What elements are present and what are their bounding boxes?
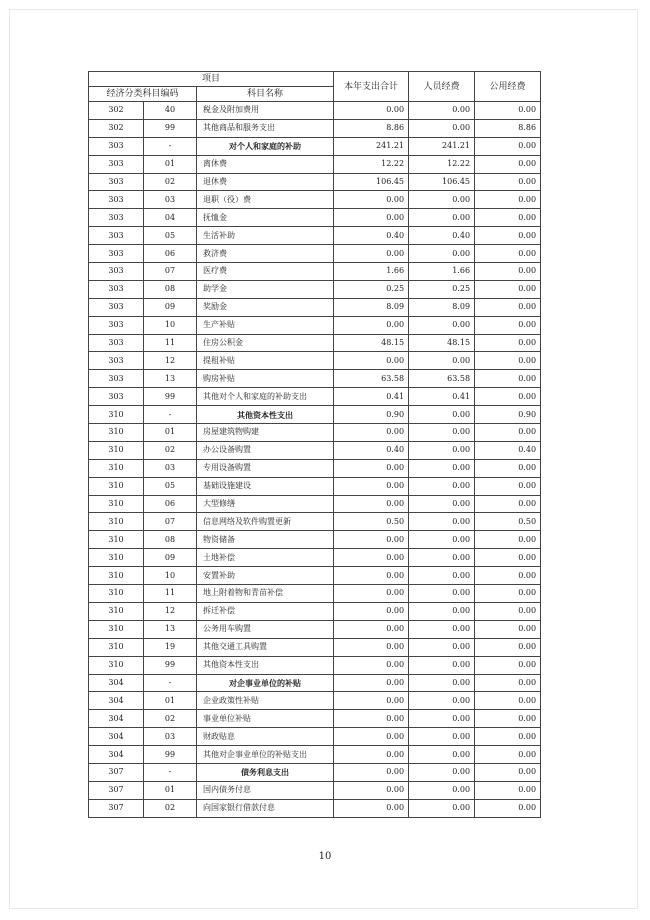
- table-row: [89, 406, 541, 424]
- category-code-cell: 307: [89, 763, 144, 781]
- personnel-cell: 0.00: [409, 441, 475, 459]
- personnel-cell: 0.00: [409, 424, 475, 442]
- subject-name-cell: 财政贴息: [197, 728, 334, 746]
- table-row: [89, 102, 541, 120]
- personnel-cell: 0.00: [409, 799, 475, 817]
- item-code-cell: 02: [144, 710, 197, 728]
- personnel-cell: 0.00: [409, 245, 475, 263]
- subject-name-cell: 其他资本性支出: [197, 656, 334, 674]
- total-cell: 0.00: [334, 352, 409, 370]
- item-code-cell: 08: [144, 280, 197, 298]
- table-row: [89, 602, 541, 620]
- category-code-cell: 303: [89, 155, 144, 173]
- table-row: [89, 424, 541, 442]
- category-code-cell: 303: [89, 298, 144, 316]
- subject-name-cell: 对个人和家庭的补助: [197, 137, 334, 155]
- expenditure-table: [88, 71, 541, 818]
- public-cell: 0.00: [475, 388, 541, 406]
- item-code-cell: 01: [144, 692, 197, 710]
- public-cell: 0.00: [475, 585, 541, 603]
- category-code-cell: 303: [89, 227, 144, 245]
- table-row: [89, 477, 541, 495]
- public-cell: 0.00: [475, 728, 541, 746]
- table-row: [89, 137, 541, 155]
- subject-name-cell: 其他商品和服务支出: [197, 119, 334, 137]
- total-cell: 0.00: [334, 191, 409, 209]
- personnel-cell: 0.00: [409, 513, 475, 531]
- subject-name-cell: 办公设备购置: [197, 441, 334, 459]
- total-cell: 0.00: [334, 531, 409, 549]
- table-row: [89, 638, 541, 656]
- item-code-cell: -: [144, 674, 197, 692]
- table-row: [89, 245, 541, 263]
- total-cell: 241.21: [334, 137, 409, 155]
- table-row: [89, 549, 541, 567]
- total-cell: 1.66: [334, 263, 409, 281]
- public-cell: 0.00: [475, 799, 541, 817]
- table-row: [89, 513, 541, 531]
- category-code-cell: 303: [89, 352, 144, 370]
- item-code-cell: 19: [144, 638, 197, 656]
- public-cell: 0.00: [475, 298, 541, 316]
- total-cell: 0.00: [334, 674, 409, 692]
- table-row: [89, 263, 541, 281]
- subject-name-cell: 奖励金: [197, 298, 334, 316]
- public-cell: 0.00: [475, 710, 541, 728]
- category-code-cell: 302: [89, 102, 144, 120]
- public-cell: 0.00: [475, 495, 541, 513]
- personnel-cell: 0.00: [409, 620, 475, 638]
- item-code-cell: 11: [144, 334, 197, 352]
- category-code-cell: 310: [89, 441, 144, 459]
- item-code-cell: 05: [144, 227, 197, 245]
- total-cell: 0.00: [334, 567, 409, 585]
- public-cell: 0.00: [475, 459, 541, 477]
- total-cell: 0.00: [334, 102, 409, 120]
- public-cell: 0.00: [475, 763, 541, 781]
- category-code-cell: 302: [89, 119, 144, 137]
- total-cell: 0.00: [334, 459, 409, 477]
- total-cell: 0.00: [334, 656, 409, 674]
- category-code-cell: 304: [89, 710, 144, 728]
- personnel-cell: 0.00: [409, 406, 475, 424]
- total-cell: 0.00: [334, 781, 409, 799]
- personnel-cell: 1.66: [409, 263, 475, 281]
- total-cell: 48.15: [334, 334, 409, 352]
- subject-name-cell: 房屋建筑物购建: [197, 424, 334, 442]
- total-cell: 0.00: [334, 477, 409, 495]
- personnel-cell: 0.00: [409, 763, 475, 781]
- table-row: [89, 799, 541, 817]
- table-row: [89, 495, 541, 513]
- item-code-cell: 99: [144, 388, 197, 406]
- item-code-cell: 07: [144, 513, 197, 531]
- personnel-cell: 0.00: [409, 746, 475, 764]
- public-cell: 0.00: [475, 352, 541, 370]
- personnel-cell: 0.00: [409, 316, 475, 334]
- personnel-cell: 0.00: [409, 567, 475, 585]
- personnel-cell: 0.00: [409, 191, 475, 209]
- table-row: [89, 710, 541, 728]
- item-code-cell: 10: [144, 316, 197, 334]
- category-code-cell: 310: [89, 513, 144, 531]
- table-body: [89, 102, 541, 818]
- category-code-cell: 304: [89, 728, 144, 746]
- table-row: [89, 441, 541, 459]
- subject-name-cell: 专用设备购置: [197, 459, 334, 477]
- public-cell: 0.00: [475, 531, 541, 549]
- subject-name-cell: 基础设施建设: [197, 477, 334, 495]
- total-cell: 0.40: [334, 441, 409, 459]
- table-row: [89, 459, 541, 477]
- category-code-cell: 304: [89, 746, 144, 764]
- public-cell: 0.00: [475, 137, 541, 155]
- table-row: [89, 316, 541, 334]
- subject-name-cell: 安置补助: [197, 567, 334, 585]
- item-code-cell: 12: [144, 352, 197, 370]
- item-code-cell: 02: [144, 173, 197, 191]
- personnel-cell: 106.45: [409, 173, 475, 191]
- total-cell: 0.00: [334, 746, 409, 764]
- total-cell: 8.86: [334, 119, 409, 137]
- total-cell: 0.00: [334, 585, 409, 603]
- personnel-cell: 0.00: [409, 585, 475, 603]
- item-code-cell: 04: [144, 209, 197, 227]
- subject-name-cell: 抚恤金: [197, 209, 334, 227]
- personnel-cell: 0.00: [409, 602, 475, 620]
- total-cell: 12.22: [334, 155, 409, 173]
- public-cell: 0.00: [475, 602, 541, 620]
- total-cell: 0.00: [334, 799, 409, 817]
- category-code-cell: 310: [89, 424, 144, 442]
- personnel-cell: 0.00: [409, 459, 475, 477]
- total-cell: 0.25: [334, 280, 409, 298]
- item-code-cell: 02: [144, 441, 197, 459]
- personnel-cell: 0.00: [409, 209, 475, 227]
- total-cell: 8.09: [334, 298, 409, 316]
- public-cell: 0.90: [475, 406, 541, 424]
- item-code-cell: -: [144, 763, 197, 781]
- subject-name-cell: 事业单位补贴: [197, 710, 334, 728]
- personnel-cell: 12.22: [409, 155, 475, 173]
- total-cell: 0.00: [334, 728, 409, 746]
- subject-name-cell: 医疗费: [197, 263, 334, 281]
- item-code-cell: 07: [144, 263, 197, 281]
- page-number: 10: [318, 851, 332, 862]
- total-cell: 0.00: [334, 692, 409, 710]
- subject-name-cell: 土地补偿: [197, 549, 334, 567]
- item-code-cell: -: [144, 406, 197, 424]
- public-cell: 0.00: [475, 209, 541, 227]
- item-code-cell: 11: [144, 585, 197, 603]
- subject-name-cell: 其他对企事业单位的补贴支出: [197, 746, 334, 764]
- table-row: [89, 191, 541, 209]
- subject-name-cell: 提租补贴: [197, 352, 334, 370]
- table-row: [89, 763, 541, 781]
- category-code-cell: 303: [89, 245, 144, 263]
- header-personnel: 人员经费: [409, 72, 475, 102]
- subject-name-cell: 生产补贴: [197, 316, 334, 334]
- category-code-cell: 303: [89, 263, 144, 281]
- public-cell: 0.00: [475, 173, 541, 191]
- personnel-cell: 0.00: [409, 477, 475, 495]
- table-row: [89, 746, 541, 764]
- public-cell: 0.00: [475, 746, 541, 764]
- item-code-cell: 03: [144, 191, 197, 209]
- personnel-cell: 0.00: [409, 549, 475, 567]
- item-code-cell: 06: [144, 245, 197, 263]
- public-cell: 0.00: [475, 424, 541, 442]
- personnel-cell: 0.00: [409, 352, 475, 370]
- total-cell: 0.00: [334, 763, 409, 781]
- public-cell: 0.00: [475, 155, 541, 173]
- subject-name-cell: 其他交通工具购置: [197, 638, 334, 656]
- subject-name-cell: 助学金: [197, 280, 334, 298]
- total-cell: 106.45: [334, 173, 409, 191]
- subject-name-cell: 国内债务付息: [197, 781, 334, 799]
- subject-name-cell: 地上附着物和青苗补偿: [197, 585, 334, 603]
- subject-name-cell: 其他对个人和家庭的补助支出: [197, 388, 334, 406]
- public-cell: 0.00: [475, 102, 541, 120]
- category-code-cell: 303: [89, 173, 144, 191]
- public-cell: 0.00: [475, 549, 541, 567]
- subject-name-cell: 大型修缮: [197, 495, 334, 513]
- public-cell: 0.00: [475, 638, 541, 656]
- personnel-cell: 241.21: [409, 137, 475, 155]
- table-row: [89, 155, 541, 173]
- total-cell: 0.00: [334, 424, 409, 442]
- item-code-cell: 12: [144, 602, 197, 620]
- personnel-cell: 0.00: [409, 692, 475, 710]
- category-code-cell: 310: [89, 406, 144, 424]
- subject-name-cell: 离休费: [197, 155, 334, 173]
- category-code-cell: 310: [89, 620, 144, 638]
- subject-name-cell: 生活补助: [197, 227, 334, 245]
- total-cell: 0.00: [334, 316, 409, 334]
- personnel-cell: 0.00: [409, 674, 475, 692]
- total-cell: 0.00: [334, 620, 409, 638]
- item-code-cell: 01: [144, 781, 197, 799]
- personnel-cell: 0.00: [409, 495, 475, 513]
- table-row: [89, 298, 541, 316]
- table-row: [89, 173, 541, 191]
- personnel-cell: 0.41: [409, 388, 475, 406]
- item-code-cell: 06: [144, 495, 197, 513]
- item-code-cell: 08: [144, 531, 197, 549]
- table-row: [89, 692, 541, 710]
- table-row: [89, 620, 541, 638]
- personnel-cell: 0.00: [409, 728, 475, 746]
- public-cell: 0.00: [475, 620, 541, 638]
- subject-name-cell: 信息网络及软件购置更新: [197, 513, 334, 531]
- item-code-cell: 05: [144, 477, 197, 495]
- subject-name-cell: 物资储备: [197, 531, 334, 549]
- total-cell: 0.00: [334, 209, 409, 227]
- total-cell: 0.00: [334, 710, 409, 728]
- total-cell: 0.50: [334, 513, 409, 531]
- table-row: [89, 334, 541, 352]
- personnel-cell: 0.00: [409, 638, 475, 656]
- item-code-cell: 01: [144, 155, 197, 173]
- category-code-cell: 303: [89, 334, 144, 352]
- table-row: [89, 388, 541, 406]
- personnel-cell: 48.15: [409, 334, 475, 352]
- header-public: 公用经费: [475, 72, 541, 102]
- public-cell: 0.00: [475, 477, 541, 495]
- category-code-cell: 307: [89, 799, 144, 817]
- category-code-cell: 303: [89, 316, 144, 334]
- category-code-cell: 310: [89, 638, 144, 656]
- personnel-cell: 0.00: [409, 656, 475, 674]
- category-code-cell: 303: [89, 137, 144, 155]
- total-cell: 0.00: [334, 638, 409, 656]
- table-row: [89, 119, 541, 137]
- header-total: 本年支出合计: [334, 72, 409, 102]
- category-code-cell: 304: [89, 674, 144, 692]
- personnel-cell: 0.00: [409, 781, 475, 799]
- personnel-cell: 0.00: [409, 710, 475, 728]
- subject-name-cell: 住房公积金: [197, 334, 334, 352]
- category-code-cell: 310: [89, 656, 144, 674]
- subject-name-cell: 退休费: [197, 173, 334, 191]
- personnel-cell: 8.09: [409, 298, 475, 316]
- item-code-cell: 13: [144, 620, 197, 638]
- public-cell: 0.00: [475, 674, 541, 692]
- total-cell: 0.00: [334, 495, 409, 513]
- subject-name-cell: 税金及附加费用: [197, 102, 334, 120]
- item-code-cell: 09: [144, 298, 197, 316]
- category-code-cell: 310: [89, 602, 144, 620]
- personnel-cell: 0.00: [409, 119, 475, 137]
- category-code-cell: 310: [89, 531, 144, 549]
- item-code-cell: 02: [144, 799, 197, 817]
- category-code-cell: 304: [89, 692, 144, 710]
- personnel-cell: 63.58: [409, 370, 475, 388]
- total-cell: 0.90: [334, 406, 409, 424]
- table-row: [89, 781, 541, 799]
- public-cell: 0.40: [475, 441, 541, 459]
- subject-name-cell: 退职（役）费: [197, 191, 334, 209]
- category-code-cell: 303: [89, 191, 144, 209]
- item-code-cell: 13: [144, 370, 197, 388]
- item-code-cell: 40: [144, 102, 197, 120]
- item-code-cell: 99: [144, 656, 197, 674]
- public-cell: 0.00: [475, 334, 541, 352]
- category-code-cell: 307: [89, 781, 144, 799]
- table-row: [89, 728, 541, 746]
- total-cell: 0.00: [334, 549, 409, 567]
- table-row: [89, 352, 541, 370]
- item-code-cell: 01: [144, 424, 197, 442]
- header-subject-name: 科目名称: [197, 87, 334, 102]
- category-code-cell: 310: [89, 585, 144, 603]
- category-code-cell: 303: [89, 388, 144, 406]
- public-cell: 8.86: [475, 119, 541, 137]
- table-row: [89, 585, 541, 603]
- item-code-cell: -: [144, 137, 197, 155]
- subject-name-cell: 对企事业单位的补贴: [197, 674, 334, 692]
- table-row: [89, 674, 541, 692]
- table-row: [89, 567, 541, 585]
- table-row: [89, 280, 541, 298]
- public-cell: 0.00: [475, 227, 541, 245]
- table-row: [89, 656, 541, 674]
- category-code-cell: 303: [89, 209, 144, 227]
- personnel-cell: 0.00: [409, 531, 475, 549]
- item-code-cell: 09: [144, 549, 197, 567]
- total-cell: 0.40: [334, 227, 409, 245]
- category-code-cell: 303: [89, 370, 144, 388]
- public-cell: 0.00: [475, 781, 541, 799]
- category-code-cell: 310: [89, 459, 144, 477]
- item-code-cell: 99: [144, 119, 197, 137]
- subject-name-cell: 其他资本性支出: [197, 406, 334, 424]
- category-code-cell: 310: [89, 495, 144, 513]
- header-econ-code: 经济分类科目编码: [89, 87, 197, 102]
- category-code-cell: 303: [89, 280, 144, 298]
- public-cell: 0.00: [475, 656, 541, 674]
- table-row: [89, 209, 541, 227]
- category-code-cell: 310: [89, 567, 144, 585]
- personnel-cell: 0.25: [409, 280, 475, 298]
- subject-name-cell: 公务用车购置: [197, 620, 334, 638]
- subject-name-cell: 救济费: [197, 245, 334, 263]
- item-code-cell: 10: [144, 567, 197, 585]
- total-cell: 63.58: [334, 370, 409, 388]
- subject-name-cell: 拆迁补偿: [197, 602, 334, 620]
- subject-name-cell: 债务利息支出: [197, 763, 334, 781]
- item-code-cell: 99: [144, 746, 197, 764]
- item-code-cell: 03: [144, 728, 197, 746]
- public-cell: 0.00: [475, 567, 541, 585]
- public-cell: 0.00: [475, 692, 541, 710]
- public-cell: 0.00: [475, 280, 541, 298]
- personnel-cell: 0.40: [409, 227, 475, 245]
- category-code-cell: 310: [89, 477, 144, 495]
- total-cell: 0.41: [334, 388, 409, 406]
- subject-name-cell: 企业政策性补贴: [197, 692, 334, 710]
- table-row: [89, 370, 541, 388]
- item-code-cell: 03: [144, 459, 197, 477]
- public-cell: 0.00: [475, 316, 541, 334]
- personnel-cell: 0.00: [409, 102, 475, 120]
- public-cell: 0.00: [475, 245, 541, 263]
- total-cell: 0.00: [334, 602, 409, 620]
- subject-name-cell: 购房补贴: [197, 370, 334, 388]
- subject-name-cell: 向国家银行借款付息: [197, 799, 334, 817]
- public-cell: 0.00: [475, 191, 541, 209]
- public-cell: 0.00: [475, 263, 541, 281]
- public-cell: 0.00: [475, 370, 541, 388]
- public-cell: 0.50: [475, 513, 541, 531]
- total-cell: 0.00: [334, 245, 409, 263]
- table-row: [89, 227, 541, 245]
- category-code-cell: 310: [89, 549, 144, 567]
- table-row: [89, 531, 541, 549]
- header-project: 项目: [89, 72, 334, 87]
